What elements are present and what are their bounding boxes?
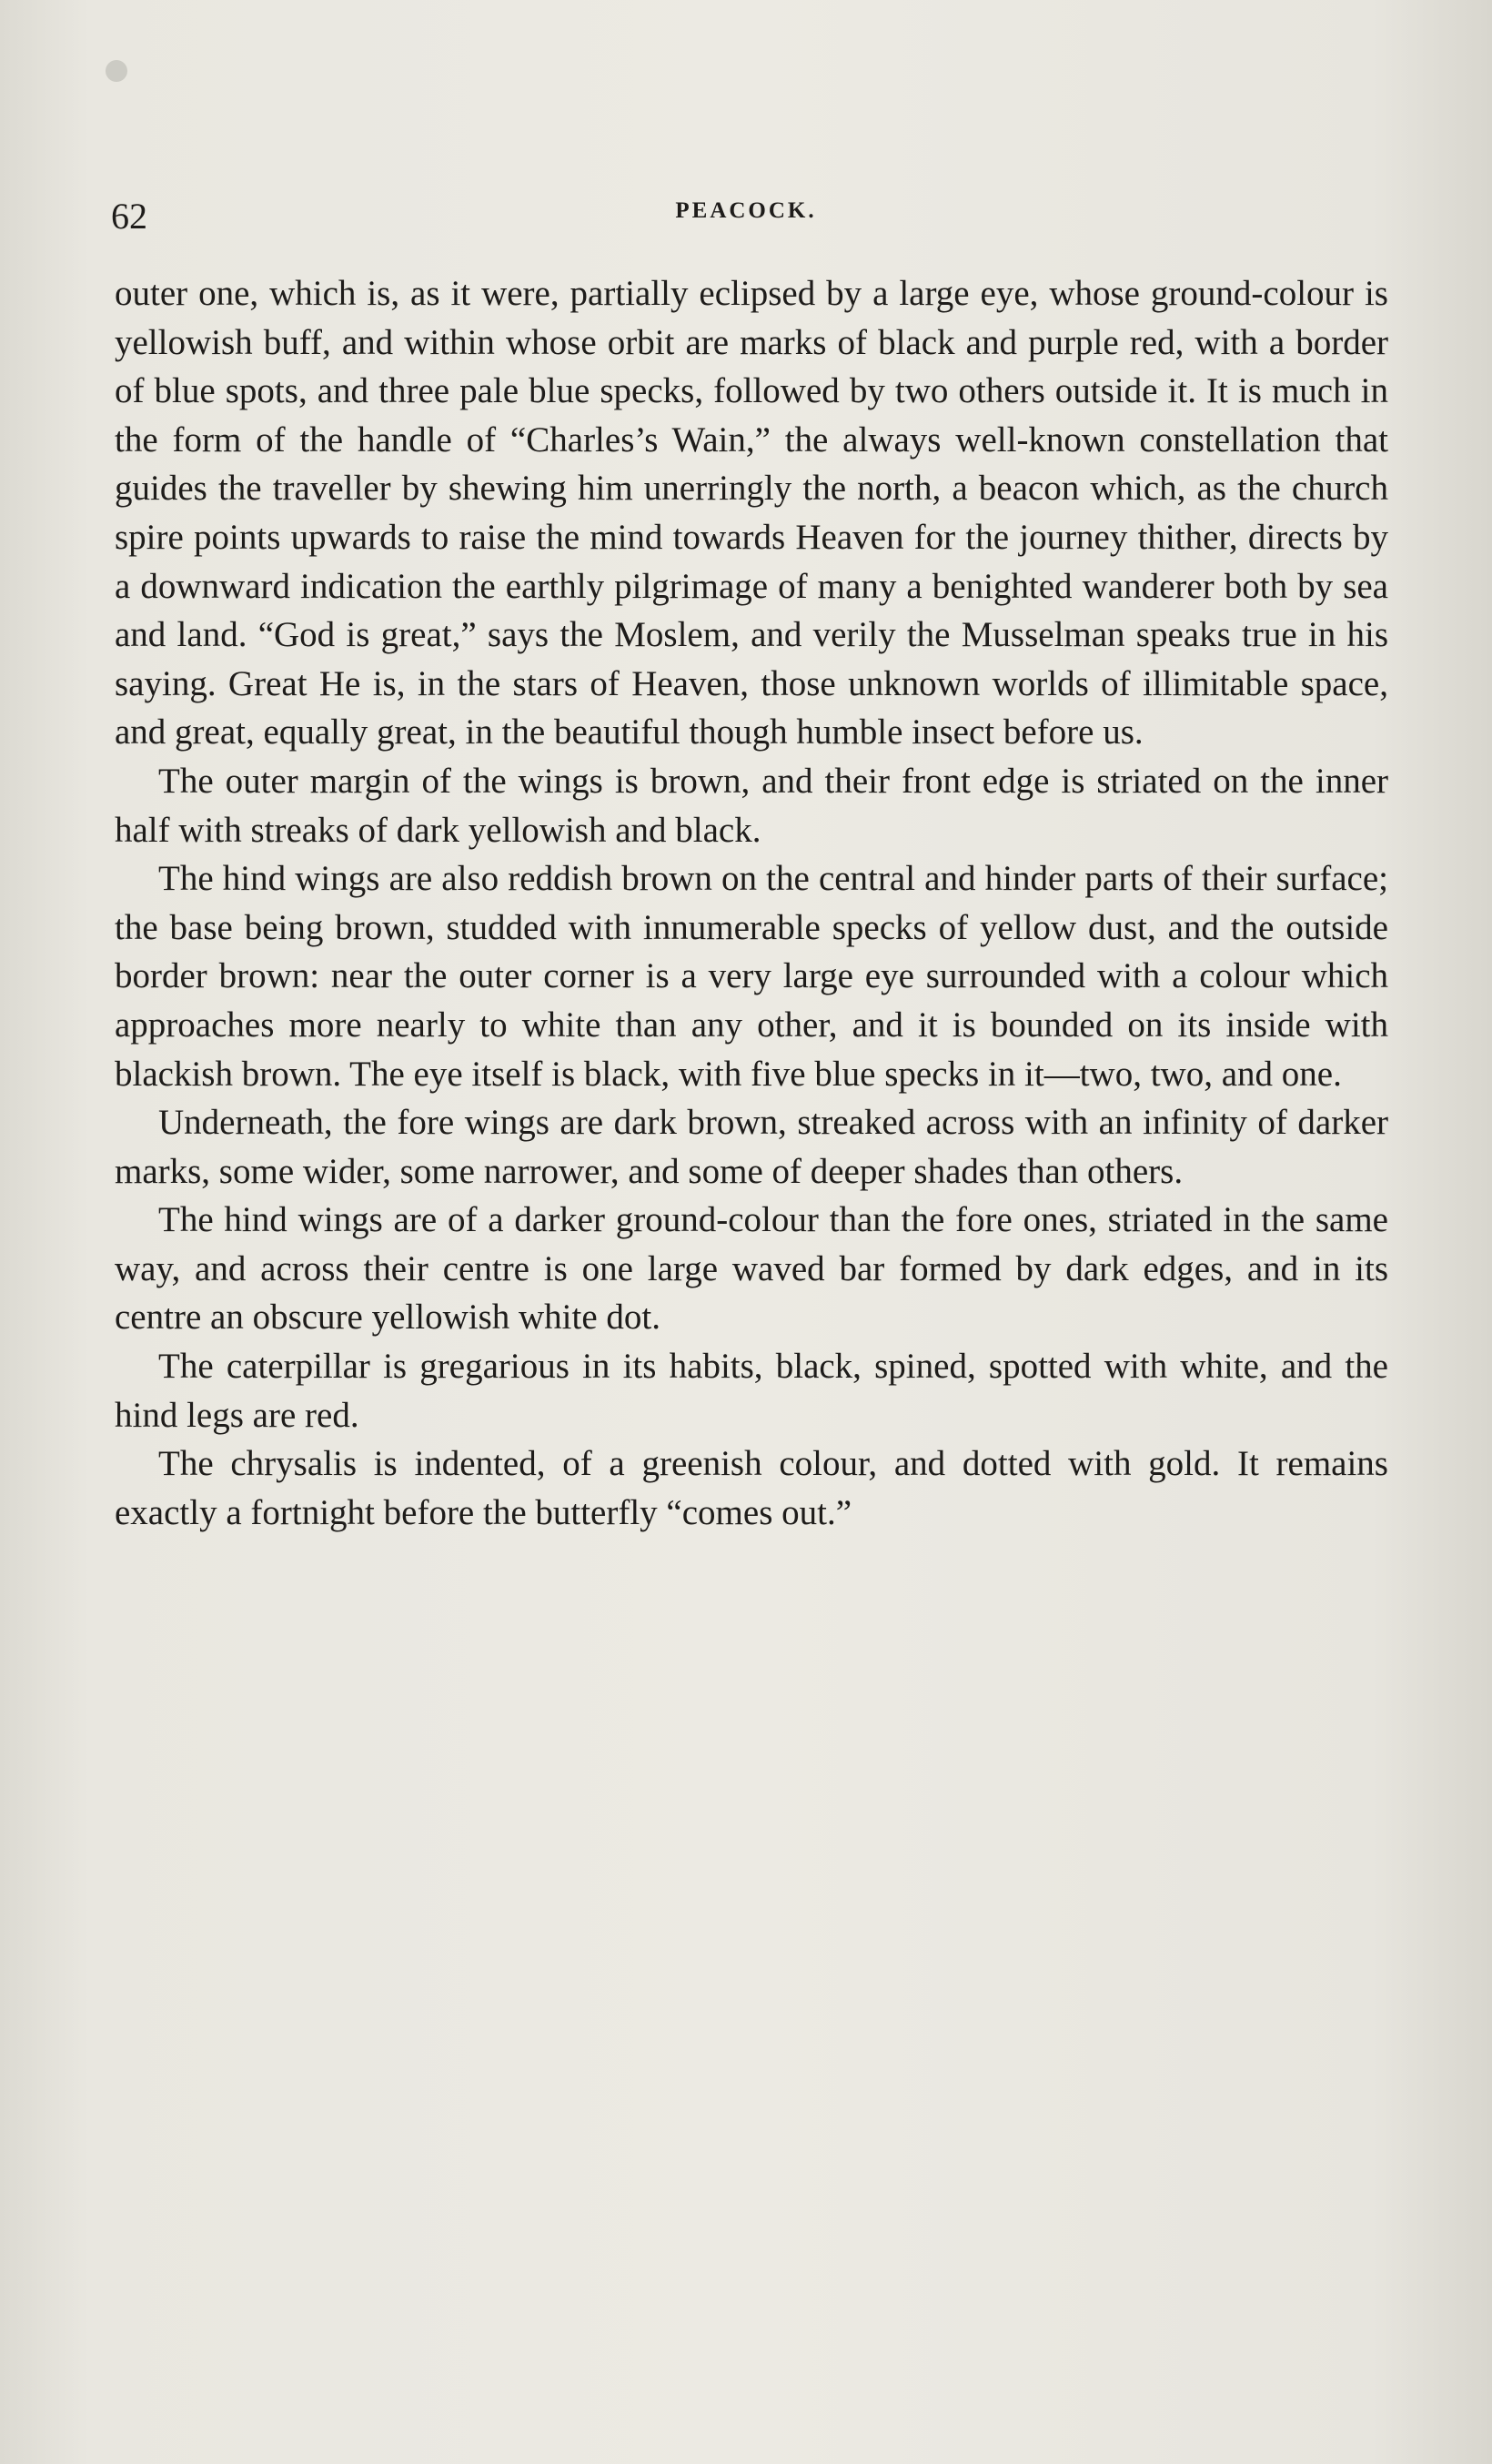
page-number: 62 <box>111 196 147 237</box>
paragraph-hind-wings: The hind wings are also reddish brown on the central and hinder parts of their surface; the base being brown, studded with innumerable specks of yellow dust, and the outside border brown: near the outer corner is a very large eye surrounded with a colour which approaches more nearly to white than any other, and it is bounded on its inside with blackish brown. The eye itself is black, with five blue specks in it—two, two, and one. <box>115 859 1388 1094</box>
paragraph-caterpillar: The caterpillar is gregarious in its habits, black, spined, spotted with white, and the hind legs are red. <box>115 1347 1388 1435</box>
paragraph-outer-margin: The outer margin of the wings is brown, and their front edge is striated on the inner half with streaks of dark yellowish and black. <box>115 761 1388 850</box>
paragraph-hind-wings-underside: The hind wings are of a darker ground-colour than the fore ones, striated in the same way, and across their centre is one large waved bar formed by dark edges, and in its centre an obscure yellowish white dot. <box>115 1200 1388 1338</box>
paragraph-continued: outer one, which is, as it were, partially eclipsed by a large eye, whose ground-colour is yellowish buff, and within whose orbit are marks of black and purple red, with a border of blue spots, and three pale blue specks, followed by two others outside it. It is much in the form of the handle of “Charles’s Wain,” the always well-known constellation that guides the traveller by shewing him unerringly the north, a beacon which, as the church spire points upwards to raise the mind towards Heaven for the journey thither, directs by a downward indication the earthly pilgrimage of many a benighted wanderer both by sea and land. “God is great,” says the Moslem, and verily the Musselman speaks true in his saying. Great He is, in the stars of Heaven, those unknown worlds of illimitable space, and great, equally great, in the beautiful though humble insect before us. <box>115 274 1388 752</box>
paragraph-underneath: Underneath, the fore wings are dark brown, streaked across with an infinity of darker marks, some wider, some narrower, and some of deeper shades than others. <box>115 1103 1388 1191</box>
paragraph-chrysalis: The chrysalis is indented, of a greenish colour, and dotted with gold. It remains exactly a fortnight before the butterfly “comes out.” <box>115 1444 1388 1532</box>
running-head: PEACOCK. <box>675 198 817 223</box>
paper-stain <box>106 60 127 82</box>
body-text <box>115 269 1388 1537</box>
